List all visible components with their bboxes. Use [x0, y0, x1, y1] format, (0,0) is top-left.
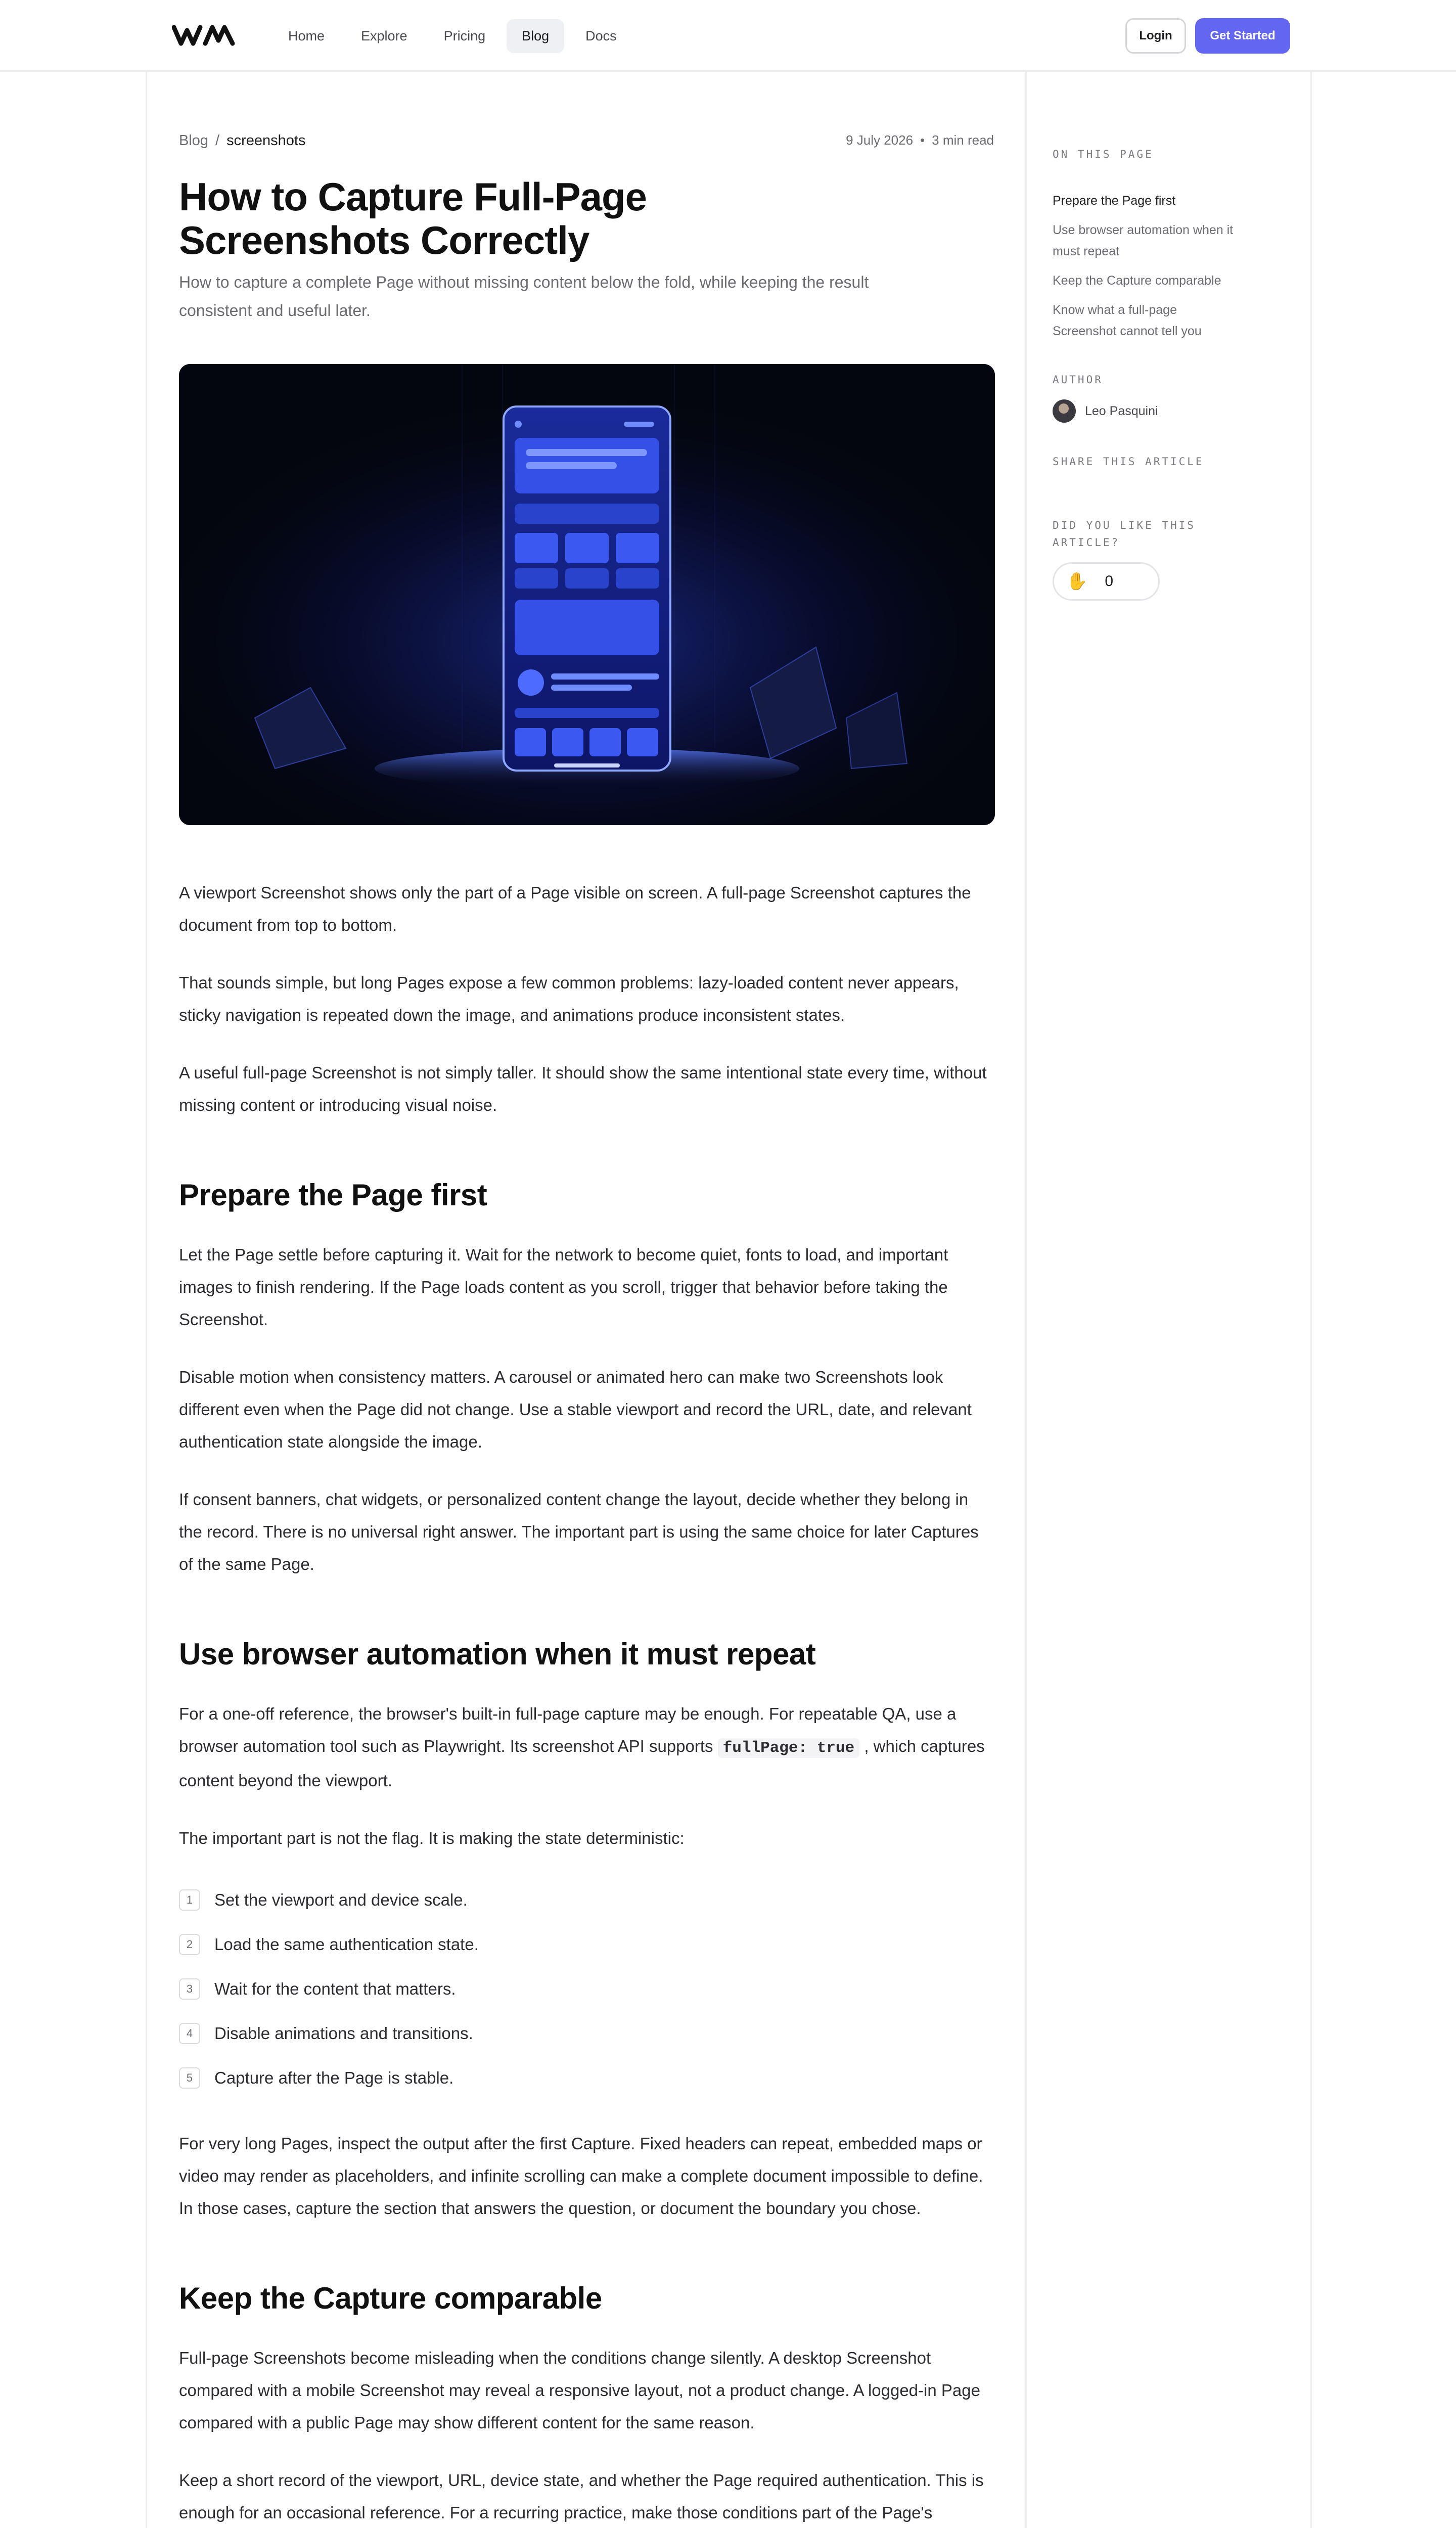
step-text: Wait for the content that matters.: [214, 1979, 456, 1998]
paragraph-text: , which captures content beyond the viewport.: [179, 1737, 985, 1790]
hero-phone-illustration: [179, 364, 995, 825]
hero-image: [179, 364, 995, 825]
intro-paragraph: A useful full-page Screenshot is not simply taller. It should show the same intentional state every time, without missing content or introducing visual noise.: [179, 1063, 987, 1114]
step-text: Disable animations and transitions.: [214, 2024, 473, 2043]
sidebar-guide-rail: [1025, 72, 1027, 2528]
publish-date: 9 July 2026: [846, 132, 914, 148]
share-label: SHARE THIS ARTICLE: [1053, 456, 1204, 468]
step-item: [179, 1878, 995, 1922]
steps-list: [179, 1878, 995, 2100]
article-sidebar: [1053, 146, 1235, 601]
toc-label: ON THIS PAGE: [1053, 148, 1154, 160]
nav-explore[interactable]: Explore: [361, 28, 407, 43]
body-paragraph: For very long Pages, inspect the output after the first Capture. Fixed headers can repeat, embedded maps or video may render as placeholders, and infinite scrolling can make a complete document impossible to define. In those cases, capture the section that answers the question, or document the boundary you chose.: [179, 2134, 983, 2218]
intro-paragraph: A viewport Screenshot shows only the part of a Page visible on screen. A full-page Screenshot captures the document from top to bottom.: [179, 883, 971, 934]
avatar: [1053, 399, 1076, 423]
author-name: Leo Pasquini: [1085, 403, 1158, 418]
get-started-button[interactable]: Get Started: [1195, 18, 1290, 54]
breadcrumb-blog-link[interactable]: Blog: [179, 132, 209, 149]
step-text: Set the viewport and device scale.: [214, 1890, 468, 1909]
toc-item-comparable[interactable]: Keep the Capture comparable: [1053, 274, 1221, 288]
step-number: 4: [179, 2023, 200, 2044]
section-heading-automation: Use browser automation when it must repeat: [179, 1637, 816, 1671]
breadcrumb-current: screenshots: [226, 132, 306, 149]
section-heading-comparable: Keep the Capture comparable: [179, 2281, 602, 2315]
like-label: DID YOU LIKE THIS ARTICLE?: [1053, 519, 1196, 549]
left-guide-rail: [146, 72, 147, 2528]
main-nav: [273, 19, 632, 53]
step-number: 2: [179, 1934, 200, 1955]
step-text: Load the same authentication state.: [214, 1935, 479, 1954]
step-item: [179, 2011, 995, 2056]
step-text: Capture after the Page is stable.: [214, 2068, 454, 2087]
nav-home[interactable]: Home: [288, 28, 325, 43]
meta-dot: •: [920, 132, 925, 148]
article-subtitle: How to capture a complete Page without missing content below the fold, while keeping the result consistent and useful later.: [179, 273, 869, 320]
body-paragraph: If consent banners, chat widgets, or personalized content change the layout, decide whether they belong in the record. There is no universal right answer. The important part is using the same choice for later Captures of the same Page.: [179, 1490, 979, 1573]
login-button[interactable]: Login: [1125, 18, 1186, 54]
read-time: 3 min read: [932, 132, 994, 148]
brand-logo-icon[interactable]: [172, 23, 236, 48]
paragraph-text: For a one-off reference, the browser's built-in full-page capture may be enough. For repeatable QA, use a browser automation tool such as Playwright. Its screenshot API supports: [179, 1704, 957, 1755]
nav-pricing[interactable]: Pricing: [443, 28, 486, 43]
step-item: [179, 1967, 995, 2011]
author-label: AUTHOR: [1053, 374, 1103, 386]
nav-blog[interactable]: Blog: [507, 19, 564, 53]
like-button[interactable]: [1053, 562, 1160, 601]
step-item: [179, 2056, 995, 2100]
body-paragraph: Disable motion when consistency matters. A carousel or animated hero can make two Screenshots look different even when the Page did not change. Use a stable viewport and record the URL, date, and relevant authentication state alongside the image.: [179, 1368, 972, 1451]
body-paragraph: Full-page Screenshots become misleading when the conditions change silently. A desktop Screenshot compared with a mobile Screenshot may reveal a responsive layout, not a product change. A logged-in Page compared with a public Page may show different content for the same reason.: [179, 2349, 980, 2432]
nav-docs[interactable]: Docs: [585, 28, 617, 43]
table-of-contents: [1053, 190, 1235, 342]
body-paragraph: Keep a short record of the viewport, URL, device state, and whether the Page required authentication. This is enough for an occasional reference. For a recurring practice, make those conditions part of the Page's: [179, 2471, 984, 2522]
step-number: 3: [179, 1978, 200, 2000]
breadcrumb: [179, 132, 305, 149]
toc-item-limits[interactable]: Know what a full-page Screenshot cannot tell you: [1053, 303, 1202, 338]
like-count: 0: [1105, 573, 1114, 590]
inline-code: fullPage: true: [718, 1738, 859, 1758]
step-item: [179, 1922, 995, 1967]
step-number: 1: [179, 1889, 200, 1911]
body-paragraph: [179, 1698, 995, 1797]
article-body: [179, 877, 995, 2528]
hand-clap-icon: ✋: [1066, 572, 1088, 591]
intro-paragraph: That sounds simple, but long Pages expose a few common problems: lazy-loaded content never appears, sticky navigation is repeated down the image, and animations produce inconsistent states.: [179, 973, 959, 1024]
section-heading-prepare: Prepare the Page first: [179, 1178, 487, 1212]
article-title: How to Capture Full-Page Screenshots Correctly: [179, 174, 647, 262]
right-guide-rail: [1310, 72, 1312, 2528]
site-header: [0, 0, 1456, 72]
toc-item-prepare[interactable]: Prepare the Page first: [1053, 194, 1176, 208]
author-card[interactable]: [1053, 399, 1235, 423]
article-meta: [846, 132, 994, 148]
toc-item-automation[interactable]: Use browser automation when it must repeat: [1053, 223, 1234, 258]
breadcrumb-separator: /: [215, 132, 220, 149]
body-paragraph: Let the Page settle before capturing it. Wait for the network to become quiet, fonts to load, and important images to finish rendering. If the Page loads content as you scroll, trigger that behavior before taking the Screenshot.: [179, 1245, 948, 1329]
step-number: 5: [179, 2067, 200, 2089]
body-paragraph: The important part is not the flag. It is making the state deterministic:: [179, 1829, 685, 1847]
